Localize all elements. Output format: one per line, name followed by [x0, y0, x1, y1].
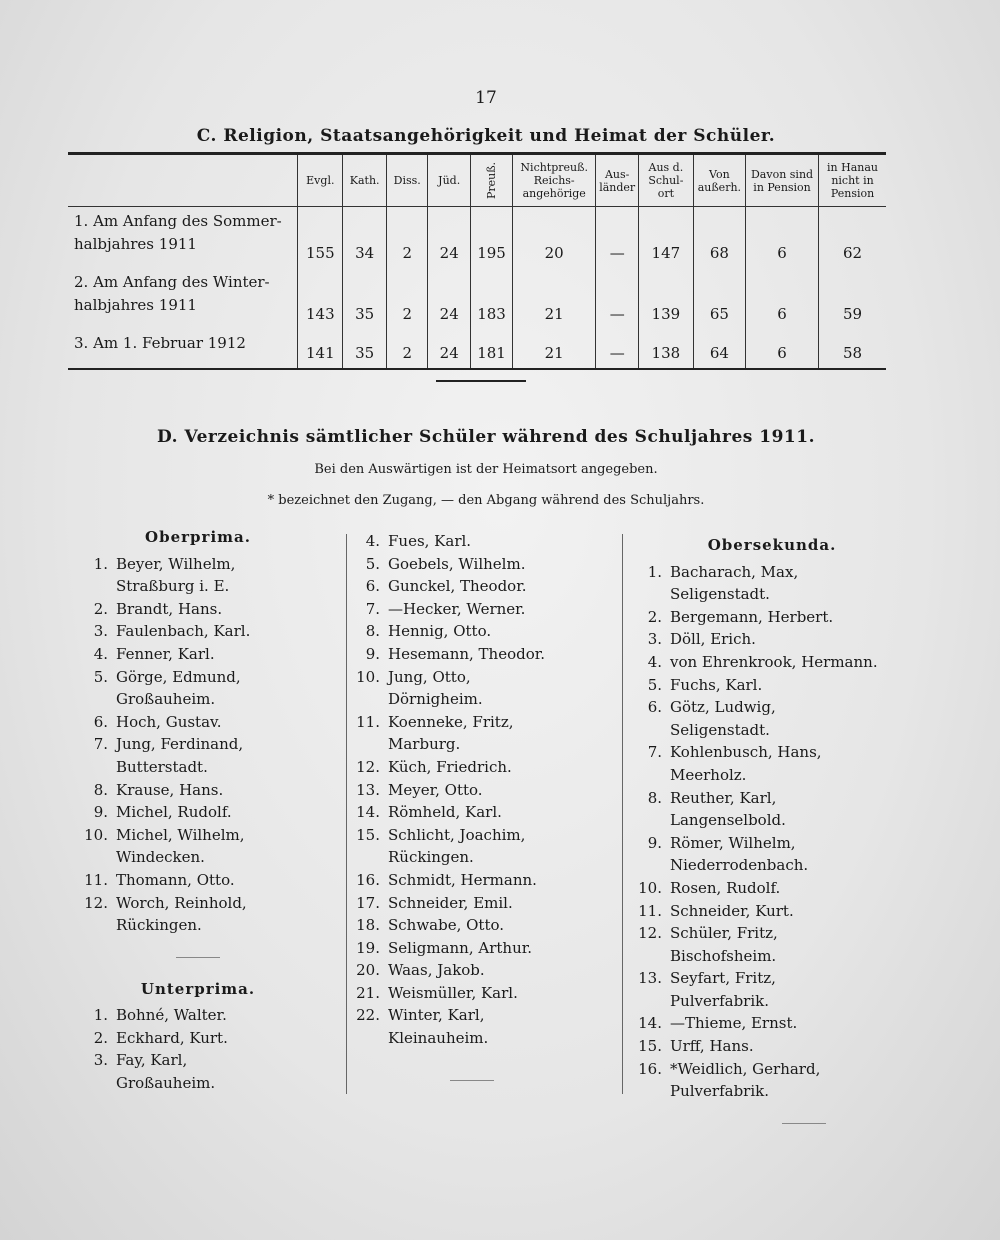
list-item	[340, 824, 610, 869]
entry-name: Weismüller, Karl.	[388, 983, 518, 1002]
section-d-title: D. Verzeichnis sämtlicher Schüler während des Schuljahres 1911.	[156, 427, 816, 447]
list-item	[340, 892, 610, 915]
list-item	[622, 696, 922, 741]
list-item	[622, 606, 922, 629]
entry-number: 19.	[356, 938, 380, 957]
table-cell: 143	[298, 268, 343, 329]
entry-number: 20.	[356, 961, 380, 980]
table-header: Davon sind in Pension	[746, 154, 819, 207]
list-item	[68, 892, 328, 937]
entry-name: Meyer, Otto.	[388, 780, 483, 799]
entry-name: Michel, Rudolf.	[116, 803, 232, 822]
table-cell: 24	[428, 268, 471, 329]
entry-name: Römer, Wilhelm, Niederrodenbach.	[670, 833, 809, 875]
list-item	[340, 575, 610, 598]
entry-number: 12.	[356, 757, 380, 776]
table-header: Aus d. Schul-ort	[639, 154, 694, 207]
table-header: Preuß.	[485, 161, 499, 200]
column-left	[68, 526, 328, 1095]
entry-name: Döll, Erich.	[670, 630, 756, 649]
entry-number: 14.	[356, 803, 380, 822]
table-cell: 2	[386, 329, 427, 369]
table-cell: 20	[513, 207, 596, 269]
list-item	[68, 598, 328, 621]
section-c-title: C. Religion, Staatsangehörigkeit und Heimat der Schüler.	[196, 126, 776, 146]
table-cell: 21	[513, 268, 596, 329]
entry-number: 10.	[356, 667, 380, 686]
table-header: Kath.	[343, 154, 387, 207]
list-item	[340, 711, 610, 756]
list-item	[622, 1035, 922, 1058]
table-cell: 64	[693, 329, 745, 369]
entry-number: 14.	[638, 1014, 662, 1033]
list-end-rule	[782, 1123, 826, 1124]
table-cell: 138	[639, 329, 694, 369]
entry-number: 4.	[365, 532, 380, 550]
table-cell: 62	[819, 207, 886, 269]
entry-number: 2.	[93, 599, 108, 618]
list-item	[622, 1012, 922, 1035]
entry-name: Küch, Friedrich.	[388, 757, 512, 776]
table-header: Nichtpreuß. Reichs-angehörige	[513, 154, 596, 207]
list-item	[622, 674, 922, 697]
list-item	[68, 1004, 328, 1027]
entry-number: 7.	[647, 743, 662, 762]
entry-number: 9.	[365, 644, 380, 663]
table-header: Aus-länder	[596, 154, 639, 207]
list-item	[340, 666, 610, 711]
student-list-unterprima-continued	[340, 530, 610, 1050]
column-right	[622, 534, 922, 1124]
entry-number: 16.	[638, 1059, 662, 1078]
entry-number: 2.	[647, 607, 662, 626]
list-item	[68, 801, 328, 824]
list-item	[340, 530, 610, 553]
entry-number: 11.	[638, 901, 662, 920]
student-list-unterprima	[68, 1004, 328, 1094]
table-header-row	[68, 154, 886, 207]
entry-number: 17.	[356, 893, 380, 912]
list-item	[340, 598, 610, 621]
list-item	[340, 982, 610, 1005]
entry-name: Waas, Jakob.	[388, 961, 485, 980]
table-cell: 35	[343, 329, 387, 369]
entry-name: Hoch, Gustav.	[116, 712, 222, 731]
row-label: 2. Am Anfang des Winter-halbjahres 1911	[74, 273, 270, 314]
entry-number: 5.	[365, 554, 380, 573]
entry-name: Winter, Karl, Kleinauheim.	[388, 1006, 489, 1048]
entry-number: 8.	[93, 780, 108, 799]
list-item	[622, 922, 922, 967]
entry-number: 12.	[84, 893, 108, 912]
entry-name: Hennig, Otto.	[388, 622, 492, 641]
entry-number: 6.	[365, 577, 380, 596]
table-cell: —	[596, 329, 639, 369]
table-row	[68, 207, 886, 269]
table-cell: 181	[470, 329, 512, 369]
entry-number: 8.	[365, 622, 380, 641]
entry-name: Faulenbach, Karl.	[116, 622, 251, 641]
entry-name: Hesemann, Theodor.	[388, 644, 546, 663]
student-list-oberprima	[68, 553, 328, 937]
entry-name: Schmidt, Hermann.	[388, 870, 537, 889]
entry-number: 15.	[638, 1037, 662, 1056]
entry-name: Rosen, Rudolf.	[670, 878, 781, 897]
list-item	[622, 741, 922, 786]
entry-name: Thomann, Otto.	[116, 870, 235, 889]
list-item	[622, 651, 922, 674]
class-heading-unterprima: Unterprima.	[140, 979, 256, 998]
statistics-table	[68, 152, 886, 370]
table-cell: 24	[428, 207, 471, 269]
entry-number: 10.	[638, 878, 662, 897]
table-header-blank	[68, 154, 298, 207]
entry-number: 3.	[647, 630, 662, 649]
entry-name: Bohné, Walter.	[116, 1006, 227, 1025]
entry-name: Seyfart, Fritz, Pulverfabrik.	[670, 969, 776, 1010]
entry-name: Schwabe, Otto.	[388, 916, 505, 935]
table-header: Jüd.	[428, 154, 471, 207]
table-cell: 6	[746, 329, 819, 369]
table-cell: 155	[298, 207, 343, 269]
list-end-rule	[450, 1080, 494, 1081]
table-cell: —	[596, 207, 639, 269]
list-item	[68, 824, 328, 869]
list-item	[340, 1004, 610, 1049]
entry-number: 22.	[356, 1006, 380, 1025]
list-item	[68, 711, 328, 734]
entry-name: Jung, Otto, Dörnigheim.	[388, 667, 483, 709]
list-item	[340, 869, 610, 892]
table-header: Von außerh.	[693, 154, 745, 207]
list-item	[340, 553, 610, 576]
entry-number: 18.	[356, 916, 380, 935]
entry-name: Bergemann, Herbert.	[670, 607, 834, 626]
entry-name: *Weidlich, Gerhard, Pulverfabrik.	[670, 1059, 821, 1101]
list-item	[68, 620, 328, 643]
table-row	[68, 268, 886, 329]
list-item	[340, 620, 610, 643]
table-cell: 195	[470, 207, 512, 269]
entry-number: 13.	[638, 969, 662, 988]
entry-number: 4.	[647, 652, 662, 671]
entry-name: Schneider, Emil.	[388, 893, 513, 912]
entry-name: Brandt, Hans.	[116, 599, 223, 618]
list-item	[68, 1027, 328, 1050]
entry-name: Beyer, Wilhelm, Straßburg i. E.	[116, 554, 236, 596]
list-item	[68, 553, 328, 598]
entry-name: Fues, Karl.	[388, 532, 472, 550]
entry-name: Schüler, Fritz, Bischofsheim.	[670, 924, 778, 965]
entry-name: Worch, Reinhold, Rückingen.	[116, 893, 247, 935]
table-row	[68, 329, 886, 369]
entry-name: von Ehrenkrook, Hermann.	[670, 652, 878, 671]
entry-number: 3.	[93, 1051, 108, 1070]
entry-name: —Thieme, Ernst.	[670, 1014, 798, 1033]
list-item	[340, 959, 610, 982]
list-item	[622, 877, 922, 900]
table-cell: 183	[470, 268, 512, 329]
class-heading-obersekunda: Obersekunda.	[707, 536, 837, 554]
list-item	[622, 967, 922, 1012]
list-item	[622, 900, 922, 923]
entry-name: Kohlenbusch, Hans, Meerholz.	[670, 743, 822, 784]
entry-name: —Hecker, Werner.	[388, 599, 526, 618]
table-cell: 6	[746, 268, 819, 329]
table-cell: 141	[298, 329, 343, 369]
table-cell: 21	[513, 329, 596, 369]
list-item	[68, 869, 328, 892]
student-list-obersekunda	[622, 561, 922, 1103]
entry-name: Fenner, Karl.	[116, 644, 215, 663]
heimatsort-note: Bei den Auswärtigen ist der Heimatsort angegeben.	[314, 462, 658, 477]
list-item	[68, 643, 328, 666]
entry-number: 1.	[93, 1006, 108, 1025]
section-divider	[436, 380, 526, 382]
table-cell: 24	[428, 329, 471, 369]
table-cell: —	[596, 268, 639, 329]
entry-number: 1.	[647, 562, 662, 581]
list-item	[68, 666, 328, 711]
entry-number: 4.	[93, 644, 108, 663]
entry-name: Schneider, Kurt.	[670, 901, 794, 920]
entry-name: Urff, Hans.	[670, 1037, 754, 1056]
page-number: 17	[475, 88, 497, 108]
entry-name: Fuchs, Karl.	[670, 675, 763, 694]
list-item	[68, 779, 328, 802]
table-cell: 65	[693, 268, 745, 329]
table-header-vertical	[470, 154, 512, 207]
list-item	[68, 1049, 328, 1094]
entry-number: 9.	[647, 833, 662, 852]
entry-number: 21.	[356, 983, 380, 1002]
entry-name: Koenneke, Fritz, Marburg.	[388, 712, 514, 754]
column-middle	[340, 530, 610, 1081]
entry-name: Römheld, Karl.	[388, 803, 502, 822]
entry-number: 9.	[93, 803, 108, 822]
table-cell: 6	[746, 207, 819, 269]
table-cell: 2	[386, 268, 427, 329]
table-cell: 139	[639, 268, 694, 329]
entry-number: 2.	[93, 1028, 108, 1047]
entry-number: 8.	[647, 788, 662, 807]
entry-number: 7.	[365, 599, 380, 618]
entry-number: 7.	[93, 735, 108, 754]
entry-name: Seligmann, Arthur.	[388, 938, 533, 957]
list-item	[340, 643, 610, 666]
table-cell: 58	[819, 329, 886, 369]
entry-number: 11.	[84, 870, 108, 889]
entry-number: 1.	[93, 554, 108, 573]
entry-name: Fay, Karl, Großauheim.	[116, 1051, 216, 1093]
entry-name: Götz, Ludwig, Seligenstadt.	[670, 698, 776, 739]
class-heading-oberprima: Oberprima.	[145, 528, 251, 546]
entry-number: 16.	[356, 870, 380, 889]
legend-note: * bezeichnet den Zugang, — den Abgang während des Schuljahrs.	[267, 493, 705, 508]
entry-number: 11.	[356, 712, 380, 731]
list-item	[340, 914, 610, 937]
entry-number: 5.	[93, 667, 108, 686]
table-cell: 35	[343, 268, 387, 329]
entry-name: Eckhard, Kurt.	[116, 1028, 228, 1047]
list-item	[622, 628, 922, 651]
entry-number: 12.	[638, 924, 662, 943]
table-header: Diss.	[386, 154, 427, 207]
list-divider	[176, 957, 220, 958]
list-item	[340, 937, 610, 960]
list-item	[340, 801, 610, 824]
list-item	[340, 756, 610, 779]
entry-name: Görge, Edmund, Großauheim.	[116, 667, 241, 709]
entry-name: Reuther, Karl, Langenselbold.	[670, 788, 786, 830]
row-label: 1. Am Anfang des Sommer-halbjahres 1911	[74, 212, 282, 253]
entry-number: 5.	[647, 675, 662, 694]
entry-number: 13.	[356, 780, 380, 799]
entry-name: Schlicht, Joachim, Rückingen.	[388, 825, 526, 867]
list-item	[622, 1058, 922, 1103]
table-cell: 2	[386, 207, 427, 269]
entry-name: Bacharach, Max, Seligenstadt.	[670, 562, 799, 604]
list-item	[622, 787, 922, 832]
table-cell: 68	[693, 207, 745, 269]
entry-name: Jung, Ferdinand, Butterstadt.	[116, 735, 244, 776]
list-item	[68, 733, 328, 778]
entry-name: Goebels, Wilhelm.	[388, 554, 526, 573]
entry-name: Krause, Hans.	[116, 780, 224, 799]
list-item	[622, 561, 922, 606]
list-item	[340, 779, 610, 802]
table-cell: 34	[343, 207, 387, 269]
entry-name: Gunckel, Theodor.	[388, 577, 527, 596]
entry-number: 10.	[84, 825, 108, 844]
entry-number: 3.	[93, 622, 108, 641]
row-label: 3. Am 1. Februar 1912	[74, 334, 246, 352]
entry-number: 6.	[647, 698, 662, 717]
entry-number: 15.	[356, 825, 380, 844]
table-cell: 147	[639, 207, 694, 269]
table-header: Evgl.	[298, 154, 343, 207]
entry-name: Michel, Wilhelm, Windecken.	[116, 825, 245, 867]
entry-number: 6.	[93, 712, 108, 731]
table-cell: 59	[819, 268, 886, 329]
table-header: in Hanau nicht in Pension	[819, 154, 886, 207]
list-item	[622, 832, 922, 877]
